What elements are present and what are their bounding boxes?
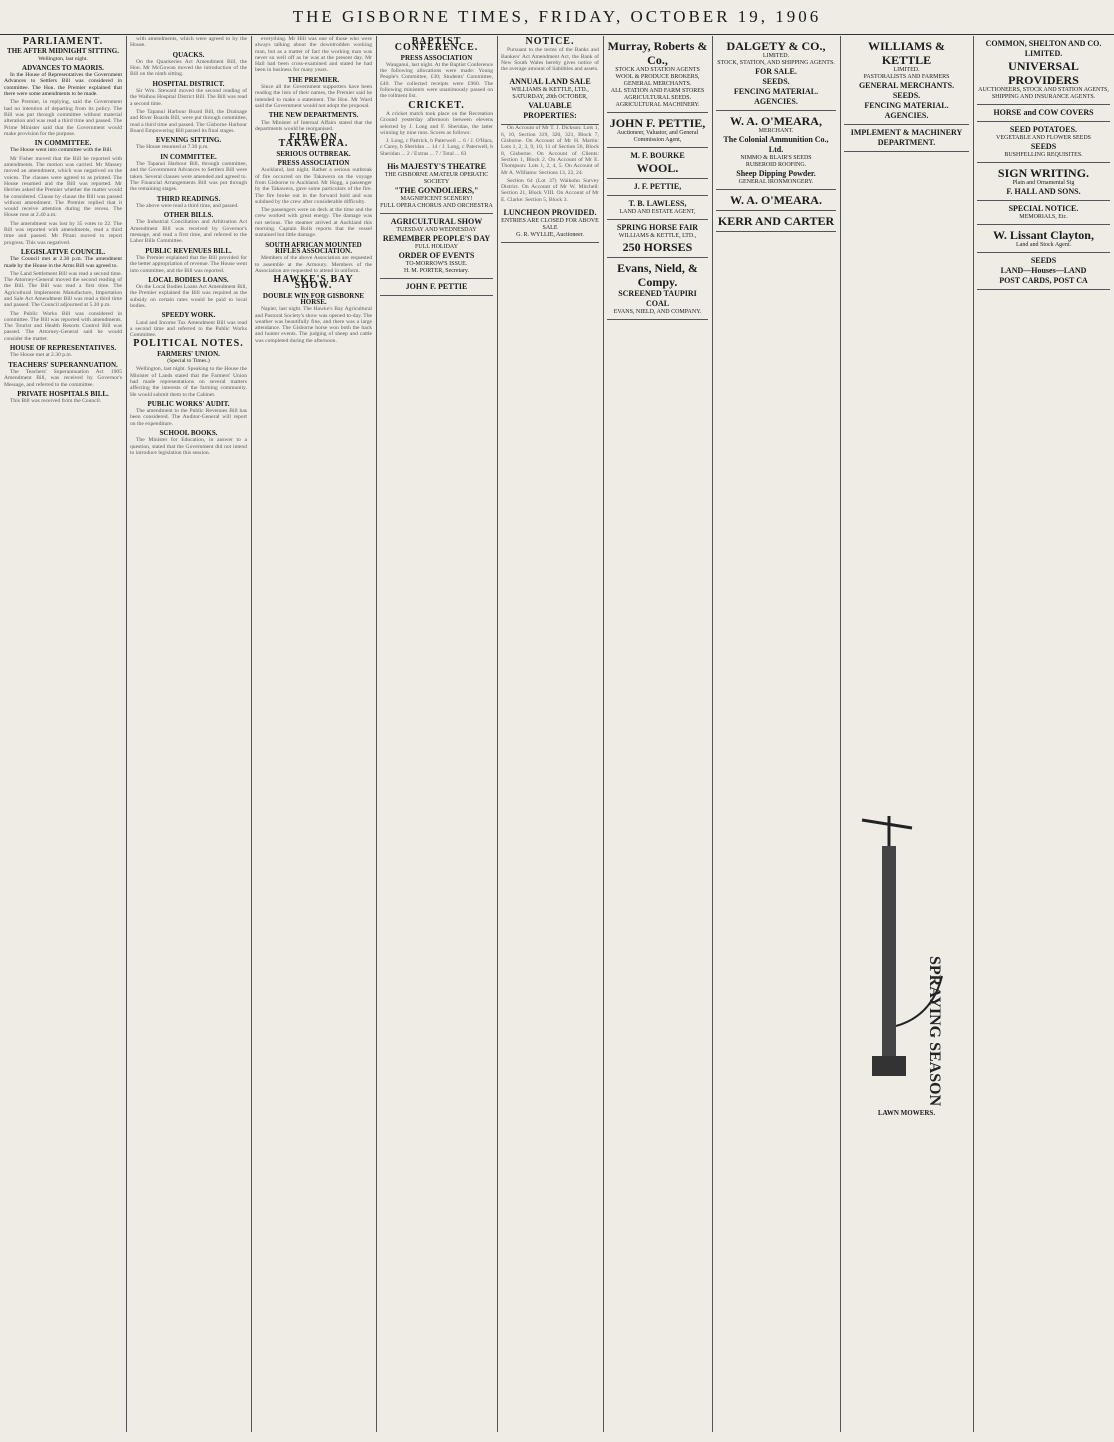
article-text: everything. Mr Hill was one of those who were always talking about the downtrodden working man, but as a matter of fact the working man was never so well off as he was at the present day. Mr Hall had been cross-examined and stated he had been in business for many years. xyxy=(255,36,372,74)
ad-title: SEEDS. xyxy=(892,91,921,100)
ad-line: GENERAL IRONMONGERY. xyxy=(738,179,814,185)
ad-title: SEEDS xyxy=(1030,142,1057,151)
heading-political-notes: POLITICAL NOTES. xyxy=(133,338,244,350)
heading-notice: NOTICE. xyxy=(525,36,575,47)
ad-line: TO-MORROW'S ISSUE. xyxy=(405,261,468,268)
ad-line: AUCTIONEERS, STOCK AND STATION AGENTS, SHIPPING AND INSURANCE AGENTS. xyxy=(978,87,1109,100)
ad-line: WOOL & PRODUCE BROKERS, xyxy=(615,74,700,80)
ad-title: ANNUAL LAND SALE xyxy=(509,77,591,87)
subheading: HOUSE OF REPRESENTATIVES. xyxy=(9,344,117,353)
ad-line: THE GISBORNE AMATEUR OPERATIC SOCIETY xyxy=(384,172,489,186)
ad-title: AGENCIES. xyxy=(884,111,929,120)
subheading: THIRD READINGS. xyxy=(156,194,221,203)
ad-line: WILLIAMS & KETTLE, LTD., xyxy=(618,233,697,239)
column-rule xyxy=(251,36,252,1432)
ad-title: GENERAL MERCHANTS. xyxy=(858,81,955,90)
column-murray-roberts xyxy=(607,36,708,1432)
ad-title: FENCING MATERIAL. xyxy=(733,87,819,96)
article-text: The Tapanui Harbour Board Bill, the Drainage and River Boards Bill, were put through committee, read a third time and passed. The Gisborne Harbour Board Empowering Bill passed its final stages. xyxy=(130,108,247,134)
ad-title: WOOL. xyxy=(636,161,679,175)
subheading: SPEEDY WORK. xyxy=(161,311,216,320)
subheading: ADVANCES TO MAORIS. xyxy=(22,63,104,72)
ad-line: NIMMO & BLAIR'S SEEDS xyxy=(740,155,812,161)
article-text: The Council met at 2.30 p.m. The amendment made by the House in the Arms Bill was agreed to. xyxy=(4,256,122,269)
subheading: IN COMMITTEE. xyxy=(160,152,217,161)
ad-pettie-auctioneer xyxy=(607,113,708,148)
ad-line: Auctioneer, Valuator, and General Commission Agent, xyxy=(616,130,699,143)
ad-title: W. Lissant Clayton, xyxy=(993,228,1094,242)
column-rule xyxy=(497,36,498,1432)
subheading: OTHER BILLS. xyxy=(163,211,214,220)
ad-title: "THE GONDOLIERS," xyxy=(394,186,479,196)
ad-title: VALUABLE PROPERTIES: xyxy=(523,101,577,121)
article-text: Mr Fisher moved that the Bill be reported with amendments. The motion was carried. Mr Massey moved an amendment, which was negatived on the voices. The clauses were agreed to as printed. The House resumed and the Bill was reported. Mr Herries asked the Premier whether the matter would be considered. Clause by clause the Bill was passed without amendment. The Premier replied that it would receive attention during the recess. The House rose at 2.40 a.m. xyxy=(4,155,122,219)
ad-line: VEGETABLE AND FLOWER SEEDS xyxy=(995,135,1091,141)
article-text: The Teachers' Superannuation Act 1905 Amendment Bill, was received by Governor's Message, and referred to the committee. xyxy=(4,368,122,388)
article-text: Auckland, last night. Rather a serious outbreak of fire occurred on the Takawera on the voyage from Gisborne to Auckland. Mr Hogg, a passenger by the Takawera, gave some particulars of the fire. The fire broke out in the forward hold and was subdued by the crew after considerable difficulty. xyxy=(255,167,372,205)
article-text: The Land Settlement Bill was read a second time. The Attorney-General moved the second reading of the Bill. The Bill was read a first time. The Agricultural Implements Manufacture, Importation and Sale Act Amendment Bill was read a third time and passed. The Council adjourned at 5.30 p.m. xyxy=(4,270,122,309)
subheading: PUBLIC WORKS' AUDIT. xyxy=(147,399,230,408)
subheading: QUACKS. xyxy=(172,50,205,59)
article-text: The Public Works Bill was considered in committee. The Bill was reported with amendments. The Tourist and Health Resorts Control Bill was passed. The Attorney-General said he would consider the matter. xyxy=(4,310,122,342)
column-dalgety xyxy=(716,36,836,1432)
article-text: This Bill was received from the Council. xyxy=(10,398,102,405)
ad-title: W. A. O'MEARA, xyxy=(730,114,822,128)
ad-title: SIGN WRITING. xyxy=(997,166,1090,180)
ad-title: AGENCIES. xyxy=(754,97,798,106)
ad-pettie xyxy=(380,279,493,296)
ad-line: TUESDAY AND WEDNESDAY xyxy=(396,227,477,234)
ad-line: ALL STATION AND FARM STORES xyxy=(610,88,705,94)
ad-line: GENERAL MERCHANTS. xyxy=(623,81,692,87)
ad-title: W. A. O'MEARA. xyxy=(730,193,822,207)
ad-title: LUNCHEON PROVIDED. xyxy=(503,208,597,218)
ad-implement xyxy=(844,125,969,152)
column-common-shelton xyxy=(977,36,1110,1432)
ad-kerr-carter xyxy=(716,211,836,232)
article-text: The Premier, in replying, said the Government had no intention of departing from its policy. The Bill was put through committee without material alteration and was read a third time and passed. The Prime Minister said that the Government would make provision for the purpose. xyxy=(4,99,122,137)
column-rule xyxy=(126,36,127,1432)
ad-title: AGRICULTURAL SHOW xyxy=(390,217,483,227)
subheading: PRESS ASSOCIATION xyxy=(277,159,350,168)
ad-seed-potatoes xyxy=(977,122,1110,163)
article-text: Wanganui, last night. At the Baptist Conference the following allocations were made: Young People's Committee, £30; Students' Committee, £40. The collected receipts were £960. The following ministers were unanimously passed on the rollment list. xyxy=(380,61,493,100)
ad-clayton xyxy=(977,225,1110,253)
article-text: The amendment was lost by 35 votes to 22. The Bill was reported with amendments, read a third time and passed. Mr Pirani moved to report progress. This was negatived. xyxy=(4,220,122,246)
ad-title: M. F. BOURKE xyxy=(630,151,685,160)
ad-bourke xyxy=(607,148,708,179)
column-news xyxy=(255,36,372,1432)
subheading: IN COMMITTEE. xyxy=(34,139,92,148)
ad-agricultural-show xyxy=(380,214,493,279)
ad-title: KERR AND CARTER xyxy=(717,214,835,228)
ad-title: COMMON, SHELTON AND CO. LIMITED. xyxy=(985,39,1102,58)
ad-line: MEMORIALS, Etc. xyxy=(1019,214,1068,220)
heading-hawkes-bay: HAWKE'S BAY SHOW. xyxy=(273,274,354,292)
ad-title: 250 HORSES xyxy=(622,240,693,254)
ad-evans-nield xyxy=(607,258,708,320)
article-text: On the Quackeries Act Amendment Bill, the Hon. Mr McGowan moved the introduction of the Bill on the ninth sitting. xyxy=(130,58,247,78)
article-text: Pursuant to the terms of the Banks and Bankers' Act Amendment Act, the Bank of New South Wales hereby gives notice of the average amount of liabilities and assets. xyxy=(501,47,599,73)
article-text: The passengers were on deck at the time and the crew worked with great energy. The damage was not serious. The steamer arrived at Auckland this morning. Captain Bolls reports that the vessel sustained but little damage. xyxy=(255,207,372,239)
column-baptist xyxy=(380,36,493,1432)
masthead: THE GISBORNE TIMES, FRIDAY, OCTOBER 19, 1906 xyxy=(0,0,1114,35)
ad-line: RUBEROID ROOFING. xyxy=(745,162,807,168)
heading-fire: FIRE ON TAKAWERA. xyxy=(278,132,349,150)
ad-title: UNIVERSAL PROVIDERS xyxy=(1008,59,1079,87)
subheading: SCHOOL BOOKS. xyxy=(159,429,218,438)
article-text: The amendment to the Public Revenues Bill has been considered. The Auditor-General will report on the expenditure. xyxy=(130,408,247,427)
ad-title: WILLIAMS & KETTLE xyxy=(867,39,945,67)
subheading: THE AFTER MIDNIGHT SITTING. xyxy=(7,47,119,56)
article-text: The Industrial Conciliation and Arbitration Act Amendment Bill was received by Governor's message, and read a first time, and referred to the Labor Bills Committee. xyxy=(130,219,247,245)
ad-title: T. B. LAWLESS, xyxy=(628,199,687,208)
ad-sign-writing xyxy=(977,163,1110,201)
ad-title: JOHN F. PETTIE, xyxy=(609,116,706,130)
article-text: The Premier explained that the Bill provided for the better appropriation of revenue. The House went into committee, and the Bill was reported. xyxy=(130,254,247,274)
ad-line: WILLIAMS & KETTLE, LTD., xyxy=(511,87,589,94)
article-text: In the House of Representatives the Government Advances to Settlers Bill was considered in committee. The Hon. the Premier explained that there were some amendments to be made. xyxy=(4,72,122,98)
ad-line: Plain and Ornamental Sig xyxy=(1012,180,1075,186)
spray-pump-illustration xyxy=(842,806,966,1106)
ad-title: SEED POTATOES. xyxy=(1009,125,1078,134)
subheading: PRIVATE HOSPITALS BILL. xyxy=(17,389,109,398)
ad-line: MERCHANT. xyxy=(758,128,794,134)
ad-line: PASTORALISTS AND FARMERS xyxy=(863,74,950,80)
ad-line: BUSHFELLING REQUISITES. xyxy=(1004,152,1083,158)
heading-baptist: BAPTIST CONFERENCE. xyxy=(394,36,479,54)
ad-title: Murray, Roberts & Co., xyxy=(607,39,708,67)
dateline: Wellington, last night. xyxy=(38,55,88,62)
ad-title: Evans, Nield, & Compy. xyxy=(617,261,698,289)
ad-line: H. M. PORTER, Secretary. xyxy=(403,268,470,275)
ad-line: FULL HOLIDAY xyxy=(414,244,459,251)
column-rule xyxy=(712,36,713,1432)
heading-cricket: CRICKET. xyxy=(408,99,465,111)
article-text: On the Local Bodies Loans Act Amendment Bill, the Premier explained the Bill was required as the subsidy on certain rates would be paid to local bodies. xyxy=(130,284,247,309)
ad-line: ENTRIES ARE CLOSED FOR ABOVE SALE xyxy=(501,218,599,232)
ad-line: FULL OPERA CHORUS AND ORCHESTRA xyxy=(380,203,493,210)
ad-line: G. R. WYLLIE, Auctioneer. xyxy=(516,232,584,239)
subheading: PRESS ASSOCIATION xyxy=(400,53,473,62)
heading-parliament: PARLIAMENT. xyxy=(22,36,104,47)
ad-title: JOHN F. PETTIE xyxy=(405,282,468,292)
ad-title: HORSE and COW COVERS xyxy=(993,108,1094,117)
article-text: The House met at 2.30 p.m. xyxy=(10,352,73,359)
ad-title: FENCING MATERIAL. xyxy=(864,101,949,110)
article-text: The above were read a third time, and passed. xyxy=(136,202,239,209)
subheading: SOUTH AFRICAN MOUNTED RIFLES ASSOCIATION. xyxy=(265,240,362,255)
article-text: A cricket match took place on the Recreation Ground yesterday afternoon between elevens selected by J. Long and F. Sheridan, the latter winning by nine runs. Scores as follows: xyxy=(380,110,493,136)
ad-land-sale xyxy=(501,74,599,125)
subheading: FARMERS' UNION. xyxy=(157,349,220,358)
subheading: LOCAL BODIES LOANS. xyxy=(148,275,229,284)
ad-line: LIMITED. xyxy=(762,53,790,59)
ad-line: Land and Stock Agent. xyxy=(1016,242,1071,248)
ad-line: LAND AND ESTATE AGENT, xyxy=(619,209,696,215)
column-rule xyxy=(973,36,974,1432)
ad-williams-kettle xyxy=(844,36,969,125)
article-text: Since all the Government supporters have been reading the lists of their names, the Premier said he intended to make a statement. The Hon. Mr Ward said the Government would not adopt the proposal. xyxy=(255,84,372,109)
ad-title: SPRING HORSE FAIR xyxy=(616,223,699,232)
article-text: The Tapanui Harbour Bill, through committee, and the Government Advances to Settlers Bill were taken. Several clauses were amended and agreed to. The Financial Arrangements Bill was put through the remaining stages. xyxy=(130,161,247,193)
ad-line: SATURDAY, 20th OCTOBER, xyxy=(512,94,588,101)
article-text: Napier, last night. The Hawke's Bay Agricultural and Pastoral Society's show was opened to-day. The weather was beautifully fine, and there was a large attendance. The Gisborne horse won both the hack and hunter events. The judging of sheep and cattle was completed during the afternoon. xyxy=(255,306,372,344)
ad-line: AGRICULTURAL MACHINERY. xyxy=(615,102,700,108)
ad-omeara-2 xyxy=(716,190,836,211)
ad-line: STOCK, STATION, AND SHIPPING AGENTS. xyxy=(717,60,835,66)
ad-title: LAWN MOWERS. xyxy=(877,1110,936,1117)
subheading: PUBLIC REVENUES BILL. xyxy=(145,246,232,255)
ad-title: Sheep Dipping Powder. xyxy=(736,169,816,178)
ad-seeds xyxy=(977,253,1110,290)
ad-line: LIMITED. xyxy=(893,67,920,73)
ad-horse-covers xyxy=(977,105,1110,122)
ad-luncheon xyxy=(501,205,599,243)
ad-dalgety xyxy=(716,36,836,111)
article-text: with amendments, which were agreed to by the House. xyxy=(130,36,247,49)
ad-title: J. F. PETTIE, xyxy=(633,182,682,191)
subheading: EVENING SITTING. xyxy=(155,136,222,145)
ad-line: STOCK AND STATION AGENTS xyxy=(615,67,700,73)
ad-line: MAGNIFICENT SCENERY! xyxy=(400,196,473,203)
article-text: Section 64 (Lot 37) Waikohu Survey District. On Account of Mr W. Mitchell: Section 21, Block VIII. On Account of Mr E. Clarke: Section 5, Block 3. xyxy=(501,177,599,203)
ad-omeara xyxy=(716,111,836,190)
special-note: (Special to Times.) xyxy=(167,358,210,365)
ad-lawless xyxy=(607,196,708,220)
column-rule xyxy=(603,36,604,1432)
ad-title: His MAJESTY'S THEATRE xyxy=(387,162,486,172)
ad-title: The Colonial Ammunition Co., Ltd. xyxy=(723,135,829,154)
ad-title: SPECIAL NOTICE. xyxy=(1008,204,1079,213)
subheading: THE NEW DEPARTMENTS. xyxy=(268,111,359,120)
ad-theatre xyxy=(380,159,493,214)
ad-title: ORDER OF EVENTS xyxy=(398,251,475,261)
column-political xyxy=(130,36,247,1432)
ad-title: LAND—Houses—LAND xyxy=(1000,266,1087,275)
ad-horse-fair xyxy=(607,220,708,258)
subheading: THE PREMIER. xyxy=(287,75,340,84)
ad-special-notice xyxy=(977,201,1110,225)
ad-title: SCREENED TAUPIRI COAL xyxy=(618,289,697,308)
article-text: J. Long, c Pattrick, b Paterwell ... 6 / J. O'Hara, c Carey, b Sheridan ... 14 / J. Long, c Paterwell, b Sheridan ... 2 / Extras ... 7 / Total ... 63 xyxy=(380,138,493,157)
column-notices xyxy=(501,36,599,1432)
subheading: SERIOUS OUTBREAK. xyxy=(276,149,351,158)
ad-title: REMEMBER PEOPLE'S DAY xyxy=(382,234,491,244)
lawn-mowers-block xyxy=(844,1110,969,1150)
ad-title: FOR SALE. xyxy=(755,67,797,76)
ad-pettie-2 xyxy=(607,179,708,196)
article-text: The House resumed at 7.30 p.m. xyxy=(136,144,209,151)
ad-title: IMPLEMENT & MACHINERY DEPARTMENT. xyxy=(850,128,963,147)
column-parliament xyxy=(4,36,122,1432)
subheading: DOUBLE WIN FOR GISBORNE HORSE. xyxy=(262,291,365,306)
article-text: Members of the above Association are requested to assemble at the Armoury. Members of the Association are requested to attend in uniform. xyxy=(255,255,372,274)
spraying-season-title: SPRAYING SEASON xyxy=(926,956,943,1106)
subheading: LEGISLATIVE COUNCIL. xyxy=(20,247,106,256)
article-text: On Account of Mr T. J. Dickson: Lots 1, 6, 10, Section 319, 320, 321, Block 7, Gisborne. On Account of Mr H. Martin: Lots 1, 2, 3, 9, 10, 11 of Section 56, Block 8, Gisborne. On Account of Clients: Section 1, Block 2. On Account of Mr E. Thompson: Lots 1, 2, 4, 5. On Account of Mr A. Williams: Sections 13, 22, 24. xyxy=(501,125,599,176)
ad-title: F. HALL AND SONS. xyxy=(1006,187,1081,196)
ad-title: SEEDS xyxy=(1030,256,1057,265)
column-rule xyxy=(376,36,377,1432)
article-text: The Minister of Internal Affairs stated that the departments would be reorganised. xyxy=(255,119,372,132)
ad-line: EVANS, NIELD, AND COMPANY. xyxy=(613,309,702,315)
article-text: Land and Income Tax Amendment Bill was read a second time and referred to the Public Works Committee. xyxy=(130,319,247,339)
article-text: The Minister for Education, in answer to a question, stated that the Government did not intend to introduce legislation this session. xyxy=(130,437,247,456)
article-text: Wellington, last night. Speaking to the House the Minister of Lands stated that the Farmers' Union had made representations on several matters affecting the interests of the farming community. He would submit them to the Cabinet. xyxy=(130,366,247,398)
column-rule xyxy=(840,36,841,1432)
subheading: HOSPITAL DISTRICT. xyxy=(152,79,225,88)
column-williams-kettle xyxy=(844,36,969,1432)
ad-line: AGRICULTURAL SEEDS. xyxy=(623,95,692,101)
ad-title: DALGETY & CO., xyxy=(726,39,826,53)
ad-title: SEEDS. xyxy=(762,77,790,86)
ad-common-shelton xyxy=(977,36,1110,105)
article-text: Sir Wm. Steward moved the second reading of the Waihou Hospital District Bill. The Bill was read a second time. xyxy=(130,88,247,107)
article-text: The House went into committee with the Bill. xyxy=(10,147,113,154)
ad-title: POST CARDS, POST CA xyxy=(999,276,1088,285)
subheading: TEACHERS' SUPERANNUATION. xyxy=(8,360,118,369)
ad-murray-roberts xyxy=(607,36,708,113)
